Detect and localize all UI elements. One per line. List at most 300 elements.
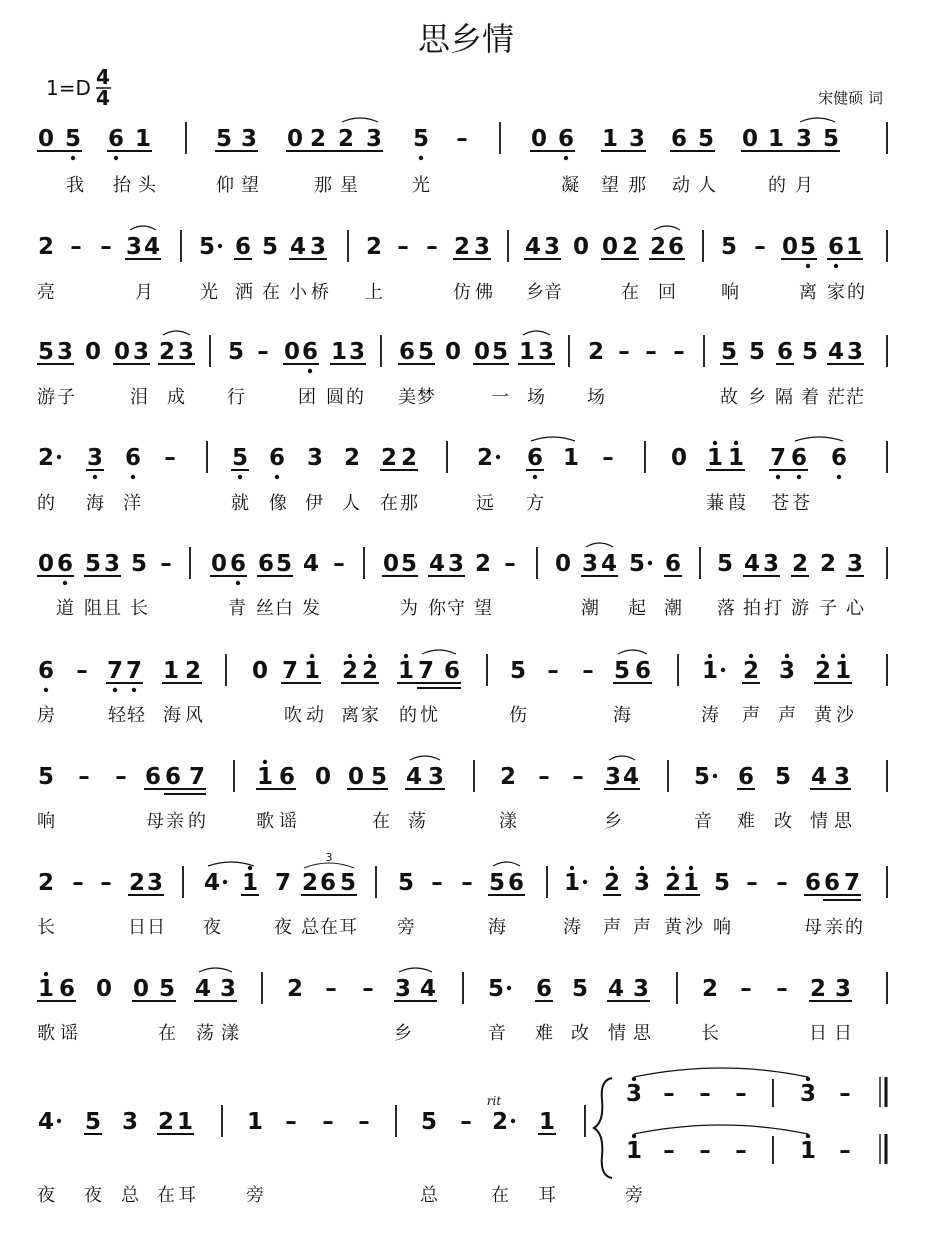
note: 2: [365, 234, 383, 260]
high-octave-dot: [368, 654, 372, 658]
note: 0: [554, 551, 572, 577]
note: 6: [526, 445, 544, 471]
lyric-syllable: 声: [778, 705, 796, 726]
note: 4: [600, 551, 618, 577]
note: 3: [447, 551, 465, 577]
lyric-syllable: 望: [241, 175, 259, 196]
lyric-syllable: 夜: [274, 917, 292, 938]
notation-layer: [37, 118, 887, 1137]
lyric-syllable: 圆: [326, 387, 344, 408]
dash-sustain: –: [645, 339, 657, 365]
note: 4: [428, 551, 446, 577]
lyric-syllable: 乡: [748, 387, 766, 408]
note: 3: [219, 976, 237, 1002]
lyric-syllable: 潮: [664, 598, 682, 619]
note: 0: [283, 339, 301, 365]
lyric-syllable: 蒹: [706, 493, 724, 514]
dash-sustain: –: [538, 764, 550, 790]
high-octave-dot: [248, 866, 252, 870]
lyric-syllable: 漾: [499, 811, 517, 832]
note: 1: [397, 658, 415, 684]
note: 5: [720, 234, 738, 260]
note: 7: [274, 870, 292, 896]
note: 5: [417, 339, 435, 365]
dash-sustain: –: [582, 658, 594, 684]
lyric-syllable: 子: [819, 598, 837, 619]
lyric-syllable: 吹: [284, 705, 302, 726]
note: 2: [400, 445, 418, 471]
note: 5: [64, 126, 82, 152]
note: 5: [693, 764, 711, 790]
lyric-syllable: 成: [167, 387, 185, 408]
dash-sustain: –: [115, 764, 127, 790]
slur: [618, 650, 647, 654]
slur: [399, 968, 432, 972]
low-octave-dot: [308, 369, 312, 373]
slur: [493, 862, 520, 866]
note: 6: [557, 126, 575, 152]
note: 2: [158, 339, 176, 365]
note: 7: [281, 658, 299, 684]
note: 5: [491, 339, 509, 365]
note: 2: [814, 658, 832, 684]
lyric-syllable: 那: [628, 175, 646, 196]
high-octave-dot: [404, 654, 408, 658]
note: 2: [286, 976, 304, 1002]
note: 3: [581, 551, 599, 577]
slur: [795, 437, 843, 441]
note: 2: [361, 658, 379, 684]
lyric-syllable: 音: [694, 811, 712, 832]
slur: [199, 968, 232, 972]
lyric-syllable: 乡: [526, 282, 544, 303]
dash-sustain: –: [663, 1138, 675, 1164]
note: 1: [538, 1109, 556, 1135]
note: 3: [762, 551, 780, 577]
note: 5: [397, 870, 415, 896]
note: 5: [488, 870, 506, 896]
note: 6: [776, 339, 794, 365]
high-octave-dot: [570, 866, 574, 870]
lyric-syllable: 像: [269, 493, 287, 514]
note: 6: [164, 764, 182, 790]
ritardando-mark: rit: [486, 1094, 502, 1108]
note: 6: [268, 445, 286, 471]
lyric-syllable: 在: [380, 493, 398, 514]
note: 7: [843, 870, 861, 896]
augmentation-dot: [648, 561, 652, 565]
lyric-syllable: 团: [298, 387, 316, 408]
note: 1: [845, 234, 863, 260]
dash-sustain: –: [839, 1138, 851, 1164]
dash-sustain: –: [322, 1109, 334, 1135]
slur: [208, 862, 254, 866]
dash-sustain: –: [504, 551, 516, 577]
note: 5: [231, 445, 249, 471]
lyric-syllable: 青: [228, 598, 246, 619]
note: 7: [417, 658, 435, 684]
note: 6: [804, 870, 822, 896]
lyric-syllable: 房: [37, 705, 55, 726]
note: 0: [251, 658, 269, 684]
dash-sustain: –: [735, 1138, 747, 1164]
lyric-syllable: 光: [200, 282, 218, 303]
high-octave-dot: [734, 441, 738, 445]
low-octave-dot: [44, 688, 48, 692]
lyric-syllable: 涛: [563, 917, 581, 938]
dash-sustain: –: [362, 976, 374, 1002]
note: 3: [394, 976, 412, 1002]
note: 0: [347, 764, 365, 790]
lyric-syllable: 茫: [846, 387, 864, 408]
note: 5: [801, 339, 819, 365]
slur: [586, 543, 613, 547]
note: 5: [420, 1109, 438, 1135]
lyric-syllable: 心: [846, 598, 864, 619]
note: 0: [314, 764, 332, 790]
note: 2: [380, 445, 398, 471]
dash-sustain: –: [76, 658, 88, 684]
low-octave-dot: [238, 475, 242, 479]
note: 3: [543, 234, 561, 260]
lyric-syllable: 动: [306, 705, 324, 726]
note: 6: [234, 234, 252, 260]
lyric-syllable: 且: [103, 598, 121, 619]
lyric-syllable: 伊: [305, 493, 323, 514]
note: 2: [742, 658, 760, 684]
lyric-syllable: 沙: [685, 917, 703, 938]
note: 5: [509, 658, 527, 684]
note: 0: [382, 551, 400, 577]
lyric-syllable: 难: [737, 811, 755, 832]
note: 6: [664, 551, 682, 577]
lyric-syllable: 旁: [625, 1185, 643, 1206]
low-octave-dot: [564, 156, 568, 160]
lyric-syllable: 亲: [166, 811, 184, 832]
note: 5: [716, 551, 734, 577]
lyric-syllable: 茫: [827, 387, 845, 408]
slur: [531, 437, 575, 441]
lyric-syllable: 场: [527, 387, 545, 408]
note: 6: [229, 551, 247, 577]
note: 2: [128, 870, 146, 896]
lyric-syllable: 仿: [453, 282, 471, 303]
slur: [523, 331, 550, 335]
lyric-syllable: 谣: [60, 1023, 78, 1044]
lyric-syllable: 在: [320, 917, 338, 938]
lyric-syllable: 夜: [37, 1185, 55, 1206]
lyric-syllable: 光: [412, 175, 430, 196]
slur: [654, 226, 680, 230]
low-octave-dot: [236, 581, 240, 585]
note: 7: [125, 658, 143, 684]
lyric-syllable: 潮: [581, 598, 599, 619]
note: 5: [412, 126, 430, 152]
lyric-syllable: 苍: [771, 493, 789, 514]
lyric-syllable: 荡: [408, 811, 426, 832]
note: 2: [309, 126, 327, 152]
lyric-syllable: 在: [372, 811, 390, 832]
lyric-syllable: 黄: [814, 705, 832, 726]
high-octave-dot: [263, 760, 267, 764]
high-octave-dot: [348, 654, 352, 658]
augmentation-dot: [507, 986, 511, 990]
note: 1: [727, 445, 745, 471]
note: 6: [823, 870, 841, 896]
tie: [634, 1068, 808, 1077]
lyric-syllable: 总: [121, 1185, 139, 1206]
slur: [163, 331, 190, 335]
lyric-syllable: 音: [488, 1023, 506, 1044]
note: 1: [625, 1138, 643, 1164]
lyric-syllable: 阻: [84, 598, 102, 619]
lyric-syllable: 回: [658, 282, 676, 303]
note: 5: [215, 126, 233, 152]
note: 2: [491, 1109, 509, 1135]
note: 4: [37, 1109, 55, 1135]
note: 6: [37, 658, 55, 684]
note: 1: [162, 658, 180, 684]
augmentation-dot: [721, 668, 725, 672]
lyric-syllable: 谣: [279, 811, 297, 832]
lyric-syllable: 亲: [825, 917, 843, 938]
lyric-syllable: 情: [608, 1023, 626, 1044]
note: 5: [84, 551, 102, 577]
low-octave-dot: [93, 475, 97, 479]
dash-sustain: –: [618, 339, 630, 365]
lyric-syllable: 总: [420, 1185, 438, 1206]
lyric-syllable: 动: [672, 175, 690, 196]
note: 4: [203, 870, 221, 896]
lyric-syllable: 伤: [509, 705, 527, 726]
lyric-syllable: 乡: [394, 1023, 412, 1044]
dash-sustain: –: [460, 1109, 472, 1135]
dash-sustain: –: [663, 1081, 675, 1107]
note: 1: [682, 870, 700, 896]
lyric-syllable: 的: [847, 282, 865, 303]
note: 0: [210, 551, 228, 577]
lyric-syllable: 思: [633, 1023, 651, 1044]
note: 6: [830, 445, 848, 471]
lyric-syllable: 就: [231, 493, 249, 514]
note: 5: [275, 551, 293, 577]
high-octave-dot: [785, 654, 789, 658]
lyric-syllable: 夜: [203, 917, 221, 938]
augmentation-dot: [57, 1119, 61, 1123]
note: 3: [604, 764, 622, 790]
dash-sustain: –: [776, 976, 788, 1002]
dash-sustain: –: [754, 234, 766, 260]
lyric-syllable: 你: [428, 598, 446, 619]
high-octave-dot: [640, 866, 644, 870]
dash-sustain: –: [325, 976, 337, 1002]
note: 2: [474, 551, 492, 577]
lyric-syllable: 月: [135, 282, 153, 303]
note: 5: [628, 551, 646, 577]
lyric-syllable: 日: [809, 1023, 827, 1044]
dash-sustain: –: [456, 126, 468, 152]
high-octave-dot: [632, 1077, 636, 1081]
note: 5: [84, 1109, 102, 1135]
system-brace: [594, 1078, 612, 1178]
note: 6: [398, 339, 416, 365]
dash-sustain: –: [740, 976, 752, 1002]
note: 0: [572, 234, 590, 260]
augmentation-dot: [57, 455, 61, 459]
lyric-syllable: 日: [147, 917, 165, 938]
note: 4: [143, 234, 161, 260]
dash-sustain: –: [78, 764, 90, 790]
note: 2: [587, 339, 605, 365]
lyric-syllable: 歌: [37, 1023, 55, 1044]
lyric-syllable: 美: [398, 387, 416, 408]
note: 5: [822, 126, 840, 152]
note: 3: [632, 976, 650, 1002]
note: 2: [453, 234, 471, 260]
lyric-syllable: 离: [799, 282, 817, 303]
lyric-syllable: 发: [302, 598, 320, 619]
note: 5: [339, 870, 357, 896]
note: 3: [778, 658, 796, 684]
dash-sustain: –: [358, 1109, 370, 1135]
lyric-syllable: 旁: [246, 1185, 264, 1206]
lyric-syllable: 难: [535, 1023, 553, 1044]
lyric-syllable: 泪: [130, 387, 148, 408]
lyric-syllable: 乡: [604, 811, 622, 832]
note: 3: [799, 1081, 817, 1107]
lyric-syllable: 夜: [84, 1185, 102, 1206]
note: 1: [134, 126, 152, 152]
dash-sustain: –: [100, 870, 112, 896]
lyric-syllable: 在: [621, 282, 639, 303]
dash-sustain: –: [602, 445, 614, 471]
lyric-syllable: 响: [713, 917, 731, 938]
note: 0: [37, 126, 55, 152]
low-octave-dot: [114, 156, 118, 160]
lyric-syllable: 总: [301, 917, 319, 938]
slur: [410, 756, 440, 760]
dash-sustain: –: [70, 234, 82, 260]
note: 0: [741, 126, 759, 152]
low-octave-dot: [806, 264, 810, 268]
note: 5: [227, 339, 245, 365]
time-signature-bottom: 4: [96, 86, 110, 110]
high-octave-dot: [806, 1077, 810, 1081]
note: 6: [301, 339, 319, 365]
note: 1: [563, 870, 581, 896]
note: 5: [748, 339, 766, 365]
note: 5: [799, 234, 817, 260]
lyric-syllable: 日: [128, 917, 146, 938]
note: 1: [799, 1138, 817, 1164]
lyric-syllable: 在: [158, 1023, 176, 1044]
note: 6: [667, 234, 685, 260]
note: 4: [743, 551, 761, 577]
lyric-syllable: 的: [768, 175, 786, 196]
note: 4: [622, 764, 640, 790]
note: 3: [132, 339, 150, 365]
lyric-syllable: 家: [361, 705, 379, 726]
lyric-syllable: 声: [603, 917, 621, 938]
low-octave-dot: [71, 156, 75, 160]
note: 6: [107, 126, 125, 152]
note: 3: [56, 339, 74, 365]
slur: [609, 756, 635, 760]
note: 5: [571, 976, 589, 1002]
high-octave-dot: [713, 441, 717, 445]
lyric-syllable: 丝: [256, 598, 274, 619]
note: 0: [84, 339, 102, 365]
lyric-syllable: 轻: [127, 705, 145, 726]
triplet-number: 3: [325, 851, 333, 864]
lyric-syllable: 我: [66, 175, 84, 196]
note: 6: [827, 234, 845, 260]
note: 5: [130, 551, 148, 577]
high-octave-dot: [708, 654, 712, 658]
note: 6: [737, 764, 755, 790]
note: 1: [518, 339, 536, 365]
note: 0: [601, 234, 619, 260]
note: 4: [810, 764, 828, 790]
note: 2: [37, 234, 55, 260]
lyric-syllable: 着: [801, 387, 819, 408]
high-octave-dot: [44, 972, 48, 976]
high-octave-dot: [610, 866, 614, 870]
note: 2: [819, 551, 837, 577]
low-octave-dot: [797, 475, 801, 479]
time-signature-top: 4: [96, 65, 110, 89]
lyric-syllable: 耳: [178, 1185, 196, 1206]
lyric-syllable: 人: [698, 175, 716, 196]
lyric-syllable: 亮: [37, 282, 55, 303]
high-octave-dot: [806, 1134, 810, 1138]
lyric-syllable: 漾: [221, 1023, 239, 1044]
lyric-syllable: 一: [491, 387, 509, 408]
lyric-syllable: 望: [474, 598, 492, 619]
lyric-syllable: 苍: [792, 493, 810, 514]
note: 3: [125, 234, 143, 260]
lyric-syllable: 抬: [113, 175, 131, 196]
low-octave-dot: [131, 475, 135, 479]
dash-sustain: –: [257, 339, 269, 365]
note: 3: [834, 976, 852, 1002]
dash-sustain: –: [333, 551, 345, 577]
lyric-syllable: 守: [447, 598, 465, 619]
note: 5: [774, 764, 792, 790]
lyric-syllable: 声: [742, 705, 760, 726]
note: 2: [337, 126, 355, 152]
low-octave-dot: [837, 475, 841, 479]
note: 3: [309, 234, 327, 260]
note: 4: [194, 976, 212, 1002]
lyric-syllable: 荡: [196, 1023, 214, 1044]
lyric-syllable: 响: [721, 282, 739, 303]
note: 2: [499, 764, 517, 790]
lyric-syllable: 海: [613, 705, 631, 726]
lyric-syllable: 为: [400, 598, 418, 619]
note: 3: [846, 551, 864, 577]
lyric-syllable: 旁: [397, 917, 415, 938]
dash-sustain: –: [164, 445, 176, 471]
high-octave-dot: [310, 654, 314, 658]
note: 5: [198, 234, 216, 260]
note: 3: [846, 339, 864, 365]
note: 3: [625, 1081, 643, 1107]
lyric-syllable: 远: [476, 493, 494, 514]
note: 3: [633, 870, 651, 896]
note: 4: [302, 551, 320, 577]
lyric-syllable: 歌: [256, 811, 274, 832]
